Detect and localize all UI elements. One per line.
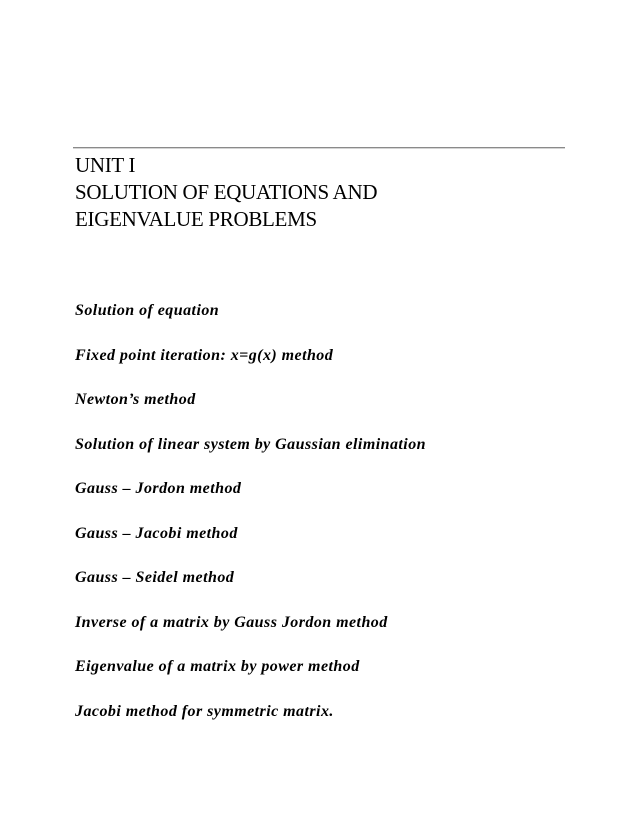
topic-item: Eigenvalue of a matrix by power method [75,658,360,675]
unit-subtitle-line-2: EIGENVALUE PROBLEMS [75,207,317,231]
topic-item: Newton’s method [75,391,196,408]
topic-item: Fixed point iteration: x=g(x) method [75,346,334,364]
topic-list [75,300,426,745]
unit-title: UNIT I [75,153,136,177]
header-divider [73,147,565,149]
unit-heading [75,152,377,233]
topic-item: Jacobi method for symmetric matrix. [75,702,334,720]
topic-item: Solution of linear system by Gaussian elimination [75,435,426,453]
topic-item: Gauss – Seidel method [75,569,235,586]
topic-item: Solution of equation [75,302,220,319]
topic-item: Inverse of a matrix by Gauss Jordon method [75,613,388,631]
topic-item: Gauss – Jacobi method [75,524,238,542]
unit-subtitle-line-1: SOLUTION OF EQUATIONS AND [75,180,378,204]
topic-item: Gauss – Jordon method [75,480,242,497]
